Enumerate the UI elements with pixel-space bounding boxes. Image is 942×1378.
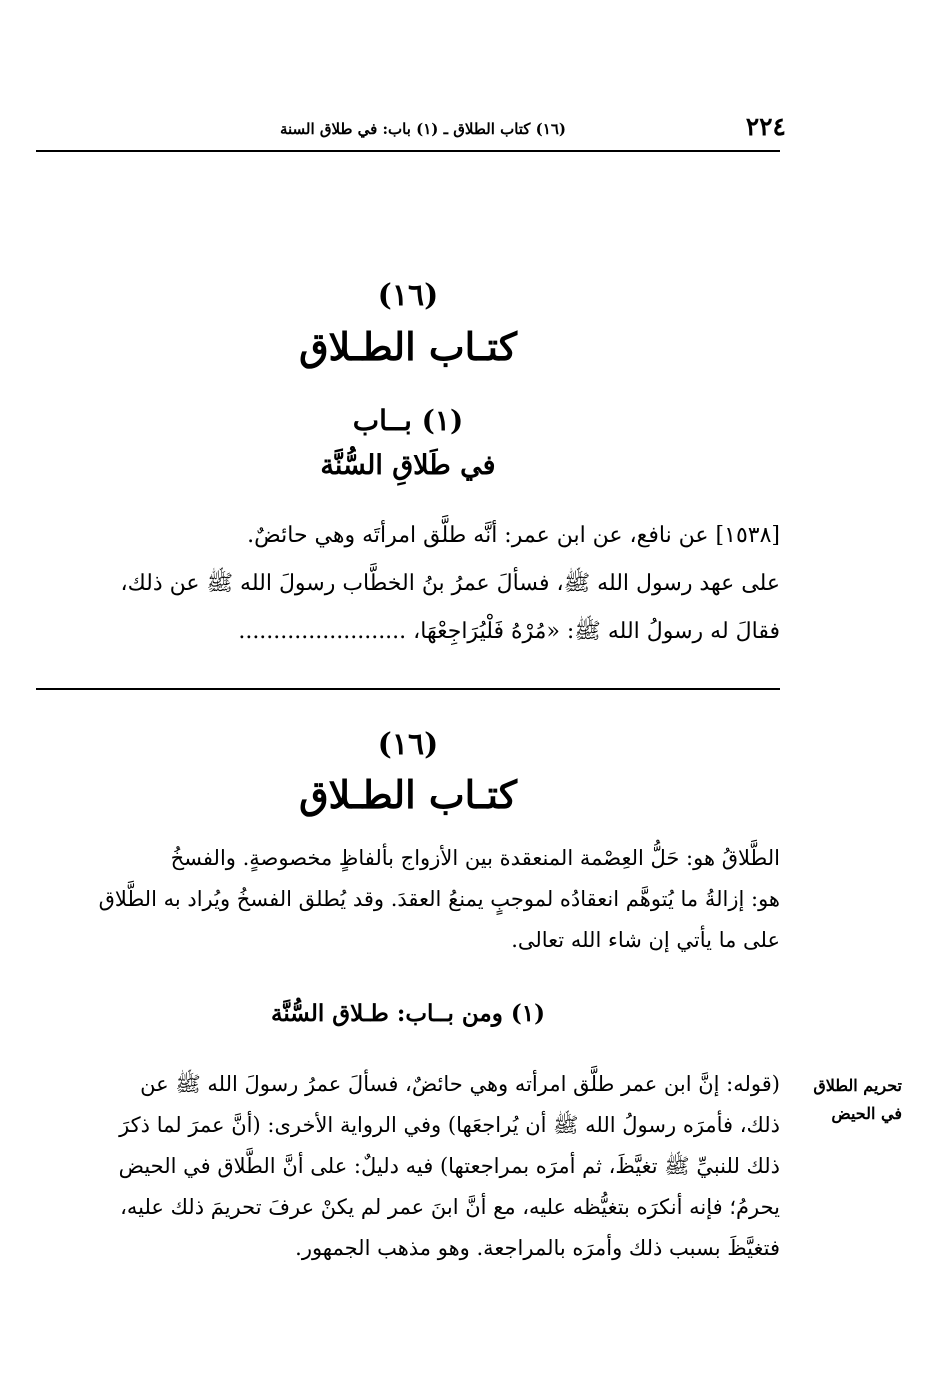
book-title: كتـاب الطـلاق <box>299 324 517 369</box>
commentary-book-number: (١٦) <box>377 727 439 762</box>
page-number: ٢٢٤ <box>745 112 786 141</box>
commentary-line: ذلك للنبيِّ ﷺ تغيَّظَ، ثم أمرَه بمراجعتها) فيه دليلٌ: على أنَّ الطَّلاق في الحيض <box>118 1154 780 1178</box>
hadith-line: [١٥٣٨] عن نافع، عن ابن عمر: أنَّه طلَّق امرأتَه وهي حائضٌ. <box>247 523 780 548</box>
intro-line: هو: إزالةُ ما يُتوهَّم انعقادُه لموجبٍ يمنعُ العقدَ. وقد يُطلق الفسخُ ويُراد به الطَّلاق <box>98 887 780 911</box>
section-divider <box>36 688 780 690</box>
commentary-line: (قوله: إنَّ ابن عمر طلَّق امرأته وهي حائضٌ، فسألَ عمرُ رسولَ الله ﷺ عن <box>140 1072 780 1096</box>
commentary-book-title: كتـاب الطـلاق <box>299 772 517 817</box>
commentary-line: ذلك، فأمرَه رسولُ الله ﷺ أن يُراجعَها) وفي الرواية الأخرى: (أنَّ عمرَ لما ذكرَ <box>119 1113 780 1137</box>
book-number: (١٦) <box>377 278 439 313</box>
commentary-line: فتغيَّظَ بسبب ذلك وأمرَه بالمراجعة. وهو مذهب الجمهور. <box>295 1236 780 1260</box>
margin-note-line: في الحيض <box>831 1104 902 1123</box>
margin-note-line: تحريم الطلاق <box>813 1076 902 1095</box>
commentary-text <box>36 1064 780 1269</box>
commentary-intro <box>36 838 780 961</box>
running-title: (١٦) كتاب الطلاق ـ (١) باب: في طلاق السنة <box>279 120 566 138</box>
intro-line: الطَّلاقُ هو: حَلُّ العِصْمة المنعقدة بين الأزواج بألفاظٍ مخصوصةٍ. والفسخُ <box>170 846 780 870</box>
bab-title: في طَلاقِ السُّنَّة <box>320 450 496 481</box>
bab-heading: (١) بــاب <box>352 404 464 437</box>
hadith-line: على عهد رسول الله ﷺ، فسألَ عمرُ بنُ الخطَّاب رسولَ الله ﷺ عن ذلك، <box>120 571 780 596</box>
commentary-line: يحرمُ؛ فإنه أنكرَه بتغيُّظه عليه، مع أنَّ ابنَ عمر لم يكنْ عرفَ تحريمَ ذلك عليه، <box>120 1195 780 1219</box>
commentary-sub-heading: (١) ومن بــاب: طـلاق السُّنَّة <box>271 1000 545 1027</box>
hadith-text <box>36 512 780 656</box>
intro-line: على ما يأتي إن شاء الله تعالى. <box>511 928 780 952</box>
header-rule <box>36 150 780 152</box>
margin-note <box>790 1072 902 1128</box>
hadith-line: فقالَ له رسولُ الله ﷺ: «مُرْهُ فَلْيُرَاجِعْهَا، ........................ <box>238 619 780 644</box>
